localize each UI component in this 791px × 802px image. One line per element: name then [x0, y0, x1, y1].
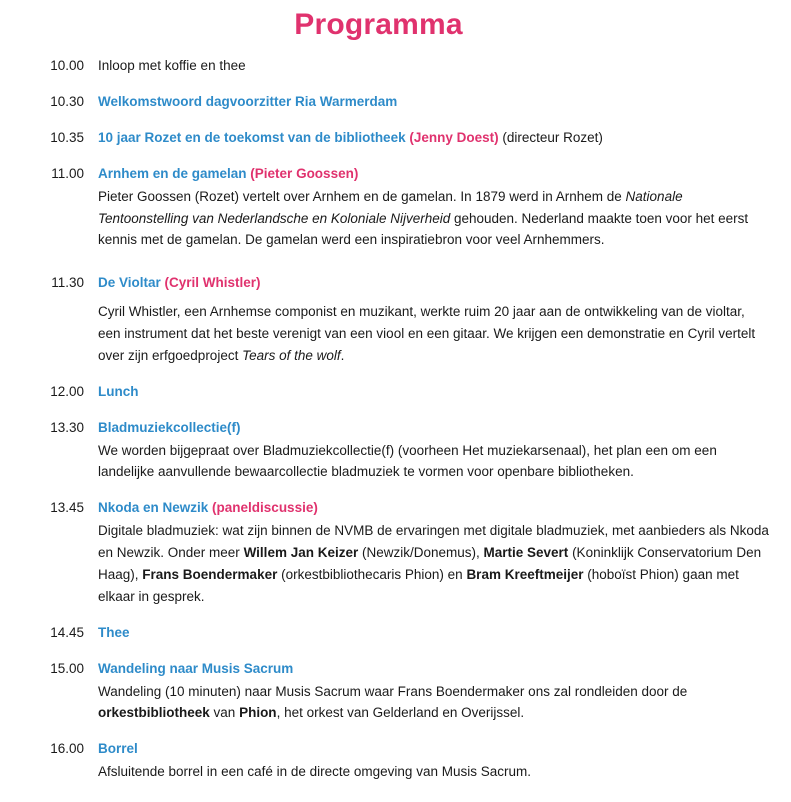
headline-main: Welkomstwoord dagvoorzitter Ria Warmerdam [98, 93, 398, 109]
item-headline [98, 164, 769, 185]
headline-speaker: (paneldiscussie) [212, 500, 318, 516]
headline-main: 10 jaar Rozet en de toekomst van de bibliotheek [98, 129, 410, 145]
item-headline: Inloop met koffie en thee [98, 58, 246, 73]
list-item [18, 739, 769, 783]
spacer [18, 79, 769, 92]
item-body: Wandeling (10 minuten) naar Musis Sacrum waar Frans Boendermaker ons zal rondleiden door de orkestbibliotheek van Phion, het orkest van Gelderland en Overijssel. [98, 683, 688, 721]
list-item [18, 273, 769, 367]
item-time: 10.35 [50, 129, 84, 145]
item-content [98, 164, 769, 252]
item-headline [98, 623, 769, 644]
item-content [98, 739, 769, 783]
headline-main: Arnhem en de gamelan [98, 165, 251, 181]
item-content [98, 623, 769, 644]
list-item [18, 659, 769, 725]
headline-speaker: (Cyril Whistler) [164, 275, 261, 291]
spacer [18, 610, 769, 623]
list-item [18, 498, 769, 607]
item-headline [98, 739, 769, 760]
item-content [98, 56, 769, 77]
item-content [98, 273, 769, 367]
spacer [18, 253, 769, 273]
headline-main: Thee [98, 624, 130, 640]
spacer [18, 115, 769, 128]
list-item [18, 164, 769, 252]
item-body: We worden bijgepraat over Bladmuziekcollectie(f) (voorheen Het muziekarsenaal), het plan een om een landelijke aanvullende bewaarcollectie bladmuziek te vormen voor openbare bibliotheken. [98, 442, 717, 480]
item-time: 11.30 [51, 275, 84, 291]
item-content [98, 128, 769, 149]
item-time: 10.30 [50, 93, 84, 109]
list-item [18, 418, 769, 484]
headline-main: Lunch [98, 383, 139, 399]
item-content [98, 418, 769, 484]
item-headline [98, 498, 769, 519]
item-body: Cyril Whistler, een Arnhemse componist en muzikant, werkte ruim 20 jaar aan de ontwikkeling van de violtar, een instrument dat het beste verenigt van een viool en een gitaar. We krijgen een demonstratie en Cyril vertelt over zijn erfgoedproject Tears of the wolf. [98, 304, 756, 363]
headline-main: Borrel [98, 741, 138, 757]
item-content [98, 659, 769, 725]
item-time: 15.00 [50, 660, 84, 676]
list-item [18, 56, 769, 77]
item-body: Pieter Goossen (Rozet) vertelt over Arnhem en de gamelan. In 1879 werd in Arnhem de Nationale Tentoonstelling van Nederlandsche en Koloniale Nijverheid gehouden. Nederland maakte toen voor het eerst kennis met de gamelan. De gamelan werd een inspiratiebron voor veel Arnhemmers. [98, 188, 749, 248]
headline-main: Bladmuziekcollectie(f) [98, 419, 241, 435]
item-time: 10.00 [50, 58, 84, 73]
spacer [98, 294, 769, 300]
item-time: 12.00 [50, 383, 84, 399]
item-headline [98, 92, 769, 113]
headline-main: Wandeling naar Musis Sacrum [98, 660, 294, 676]
headline-speaker: (Pieter Goossen) [250, 165, 359, 181]
item-body: Digitale bladmuziek: wat zijn binnen de NVMB de ervaringen met digitale bladmuziek, met aanbieders als Nkoda en Newzik. Onder meer Willem Jan Keizer (Newzik/Donemus), Martie Severt (Koninklijk Conservatorium Den Haag), Frans Boendermaker (orkestbibliothecaris Phion) en Bram Kreeftmeijer (hoboïst Phion) gaan met elkaar in gesprek. [98, 523, 769, 604]
headline-main: De Violtar [98, 275, 165, 291]
spacer [18, 369, 769, 382]
item-body: Afsluitende borrel in een café in de directe omgeving van Musis Sacrum. [98, 764, 531, 780]
item-time: 13.45 [50, 500, 84, 516]
item-headline [98, 418, 769, 439]
item-headline [98, 382, 769, 403]
spacer [18, 646, 769, 659]
headline-main: Nkoda en Newzik [98, 500, 213, 516]
page-title: Programma [294, 8, 463, 41]
item-headline [98, 273, 769, 294]
item-time: 14.45 [50, 624, 84, 640]
item-headline [98, 659, 769, 680]
spacer [18, 726, 769, 739]
spacer [18, 405, 769, 418]
item-content [98, 498, 769, 607]
item-time: 16.00 [50, 741, 84, 757]
list-item [18, 623, 769, 644]
list-item [18, 92, 769, 113]
spacer [18, 485, 769, 498]
programme-page [0, 8, 791, 802]
headline-note: (directeur Rozet) [498, 129, 603, 145]
list-item [18, 128, 769, 149]
item-time: 11.00 [51, 165, 84, 181]
list-item [18, 382, 769, 403]
item-content [98, 92, 769, 113]
headline-speaker: (Jenny Doest) [409, 129, 499, 145]
item-headline [98, 128, 769, 149]
schedule-list [18, 56, 769, 783]
item-time: 13.30 [50, 419, 84, 435]
item-content [98, 382, 769, 403]
spacer [18, 151, 769, 164]
